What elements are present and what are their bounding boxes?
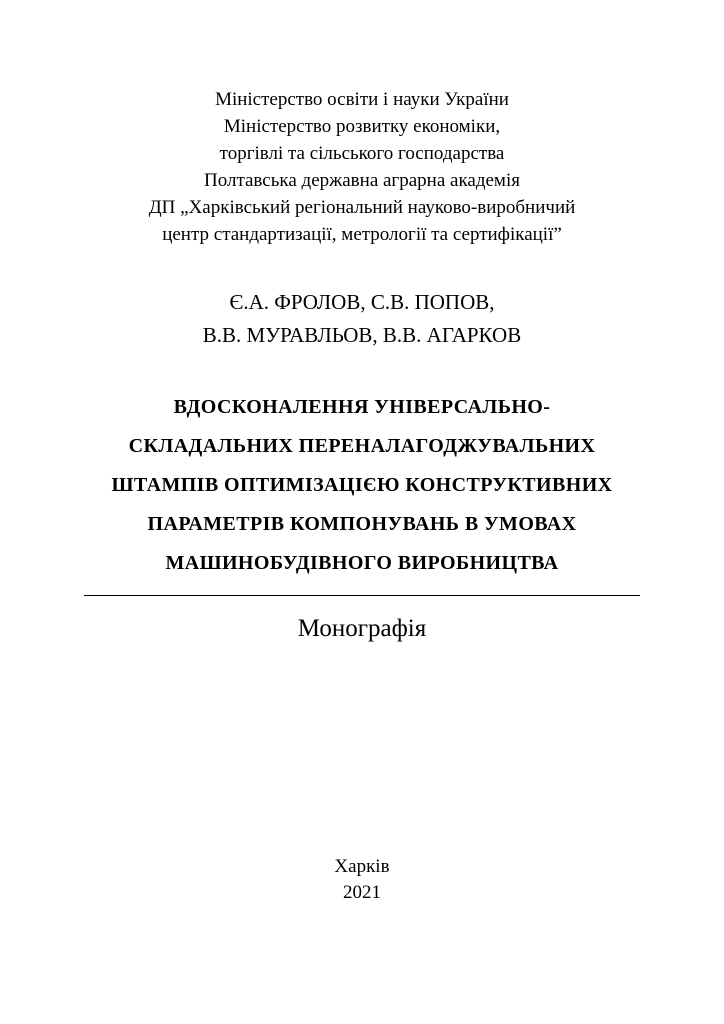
publisher-header bbox=[0, 0, 724, 248]
title-line: СКЛАДАЛЬНИХ ПЕРЕНАЛАГОДЖУВАЛЬНИХ bbox=[128, 435, 596, 457]
header-line: ДП „Харківський регіональний науково-виробничий bbox=[148, 197, 576, 218]
title-line: ВДОСКОНАЛЕННЯ УНІВЕРСАЛЬНО- bbox=[173, 396, 551, 418]
authors bbox=[0, 286, 724, 352]
header-line: Міністерство розвитку економіки, bbox=[223, 116, 501, 137]
authors-line: В.В. МУРАВЛЬОВ, В.В. АГАРКОВ bbox=[202, 323, 522, 347]
subtitle: Монографія bbox=[297, 615, 427, 642]
horizontal-divider bbox=[84, 595, 640, 596]
imprint-year: 2021 bbox=[343, 882, 381, 903]
imprint-city: Харків bbox=[334, 856, 390, 877]
header-line: центр стандартизації, метрології та сертифікації” bbox=[162, 224, 562, 245]
book-title bbox=[0, 388, 724, 583]
authors-line: Є.А. ФРОЛОВ, С.В. ПОПОВ, bbox=[229, 290, 495, 314]
title-line: МАШИНОБУДІВНОГО ВИРОБНИЦТВА bbox=[165, 552, 559, 574]
header-line: Міністерство освіти і науки України bbox=[215, 89, 509, 110]
title-line: ПАРАМЕТРІВ КОМПОНУВАНЬ В УМОВАХ bbox=[147, 513, 577, 535]
title-line: ШТАМПІВ ОПТИМІЗАЦІЄЮ КОНСТРУКТИВНИХ bbox=[111, 474, 613, 496]
imprint bbox=[0, 854, 724, 906]
header-line: Полтавська державна аграрна академія bbox=[204, 170, 520, 191]
header-line: торгівлі та сільського господарства bbox=[219, 143, 505, 164]
